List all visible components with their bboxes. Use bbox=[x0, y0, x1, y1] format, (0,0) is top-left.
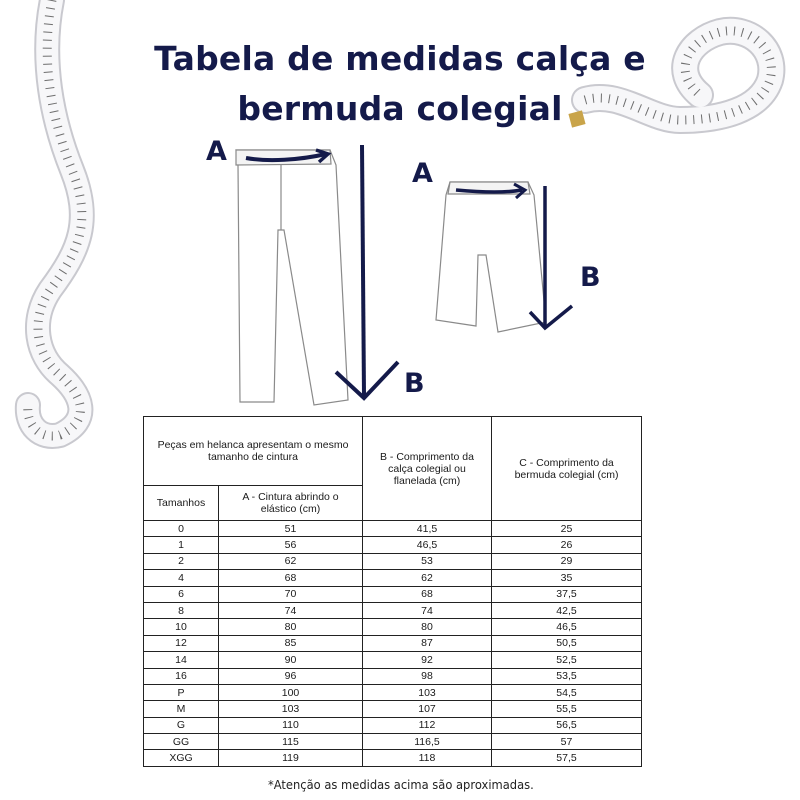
table-row bbox=[144, 734, 642, 750]
table-row bbox=[144, 537, 642, 553]
table-cell-b: 116,5 bbox=[363, 734, 492, 750]
table-cell-a: 90 bbox=[219, 652, 363, 668]
table-row bbox=[144, 521, 642, 537]
table-cell-a: 110 bbox=[219, 717, 363, 733]
table-cell-b: 103 bbox=[363, 684, 492, 700]
table-cell-c: 54,5 bbox=[492, 684, 642, 700]
table-cell-c: 53,5 bbox=[492, 668, 642, 684]
shorts-icon bbox=[436, 182, 546, 332]
table-cell-a: 62 bbox=[219, 553, 363, 569]
table-cell-size: 0 bbox=[144, 521, 219, 537]
table-cell-b: 118 bbox=[363, 750, 492, 766]
table-cell-size: 1 bbox=[144, 537, 219, 553]
table-cell-b: 87 bbox=[363, 635, 492, 651]
table-cell-b: 46,5 bbox=[363, 537, 492, 553]
table-cell-size: M bbox=[144, 701, 219, 717]
table-cell-b: 80 bbox=[363, 619, 492, 635]
table-cell-a: 51 bbox=[219, 521, 363, 537]
table-header-size: Tamanhos bbox=[144, 486, 219, 521]
table-cell-b: 53 bbox=[363, 553, 492, 569]
table-header-c: C - Comprimento da bermuda colegial (cm) bbox=[492, 417, 642, 521]
table-cell-c: 42,5 bbox=[492, 602, 642, 618]
pants-label-b: B bbox=[404, 368, 425, 399]
table-cell-size: 4 bbox=[144, 570, 219, 586]
table-cell-size: G bbox=[144, 717, 219, 733]
table-cell-b: 41,5 bbox=[363, 521, 492, 537]
table-cell-c: 50,5 bbox=[492, 635, 642, 651]
table-cell-a: 80 bbox=[219, 619, 363, 635]
pants-icon bbox=[236, 150, 348, 405]
table-cell-size: P bbox=[144, 684, 219, 700]
table-cell-b: 74 bbox=[363, 602, 492, 618]
table-cell-a: 85 bbox=[219, 635, 363, 651]
table-cell-c: 55,5 bbox=[492, 701, 642, 717]
pants-label-a: A bbox=[206, 136, 227, 167]
table-row bbox=[144, 717, 642, 733]
table-cell-c: 26 bbox=[492, 537, 642, 553]
table-row bbox=[144, 684, 642, 700]
table-row bbox=[144, 668, 642, 684]
table-cell-b: 107 bbox=[363, 701, 492, 717]
table-cell-c: 35 bbox=[492, 570, 642, 586]
table-cell-b: 62 bbox=[363, 570, 492, 586]
table-row bbox=[144, 586, 642, 602]
table-row bbox=[144, 553, 642, 569]
table-cell-size: 14 bbox=[144, 652, 219, 668]
page-title bbox=[100, 34, 700, 134]
table-cell-a: 70 bbox=[219, 586, 363, 602]
table-cell-a: 56 bbox=[219, 537, 363, 553]
footnote: *Atenção as medidas acima são aproximadas. bbox=[268, 777, 534, 792]
table-cell-b: 92 bbox=[363, 652, 492, 668]
table-cell-size: XGG bbox=[144, 750, 219, 766]
table-cell-a: 103 bbox=[219, 701, 363, 717]
table-cell-a: 96 bbox=[219, 668, 363, 684]
table-cell-size: 16 bbox=[144, 668, 219, 684]
table-cell-c: 25 bbox=[492, 521, 642, 537]
table-row bbox=[144, 619, 642, 635]
table-cell-size: 2 bbox=[144, 553, 219, 569]
table-cell-size: 8 bbox=[144, 602, 219, 618]
table-cell-c: 52,5 bbox=[492, 652, 642, 668]
table-cell-c: 46,5 bbox=[492, 619, 642, 635]
table-cell-c: 29 bbox=[492, 553, 642, 569]
title-line-2: bermuda colegial bbox=[237, 89, 563, 128]
size-table bbox=[143, 416, 642, 767]
shorts-label-a: A bbox=[412, 158, 433, 189]
table-cell-a: 115 bbox=[219, 734, 363, 750]
table-cell-a: 68 bbox=[219, 570, 363, 586]
table-cell-a: 100 bbox=[219, 684, 363, 700]
table-row bbox=[144, 635, 642, 651]
table-cell-size: 6 bbox=[144, 586, 219, 602]
table-cell-c: 57 bbox=[492, 734, 642, 750]
table-cell-b: 68 bbox=[363, 586, 492, 602]
table-row bbox=[144, 750, 642, 766]
table-cell-size: 10 bbox=[144, 619, 219, 635]
table-row bbox=[144, 701, 642, 717]
table-group-header: Peças em helanca apresentam o mesmo tamanho de cintura bbox=[144, 417, 363, 486]
title-line-1: Tabela de medidas calça e bbox=[154, 39, 646, 78]
table-cell-c: 57,5 bbox=[492, 750, 642, 766]
table-cell-a: 74 bbox=[219, 602, 363, 618]
table-row bbox=[144, 570, 642, 586]
table-cell-c: 37,5 bbox=[492, 586, 642, 602]
table-row bbox=[144, 602, 642, 618]
table-header-a: A - Cintura abrindo o elástico (cm) bbox=[219, 486, 363, 521]
table-cell-b: 112 bbox=[363, 717, 492, 733]
table-header-b: B - Comprimento da calça colegial ou flanelada (cm) bbox=[363, 417, 492, 521]
table-cell-a: 119 bbox=[219, 750, 363, 766]
table-row bbox=[144, 652, 642, 668]
tape-measure-icon bbox=[28, 0, 82, 436]
table-cell-size: 12 bbox=[144, 635, 219, 651]
table-cell-c: 56,5 bbox=[492, 717, 642, 733]
shorts-label-b: B bbox=[580, 262, 601, 293]
table-cell-size: GG bbox=[144, 734, 219, 750]
table-cell-b: 98 bbox=[363, 668, 492, 684]
table-body bbox=[144, 521, 642, 767]
